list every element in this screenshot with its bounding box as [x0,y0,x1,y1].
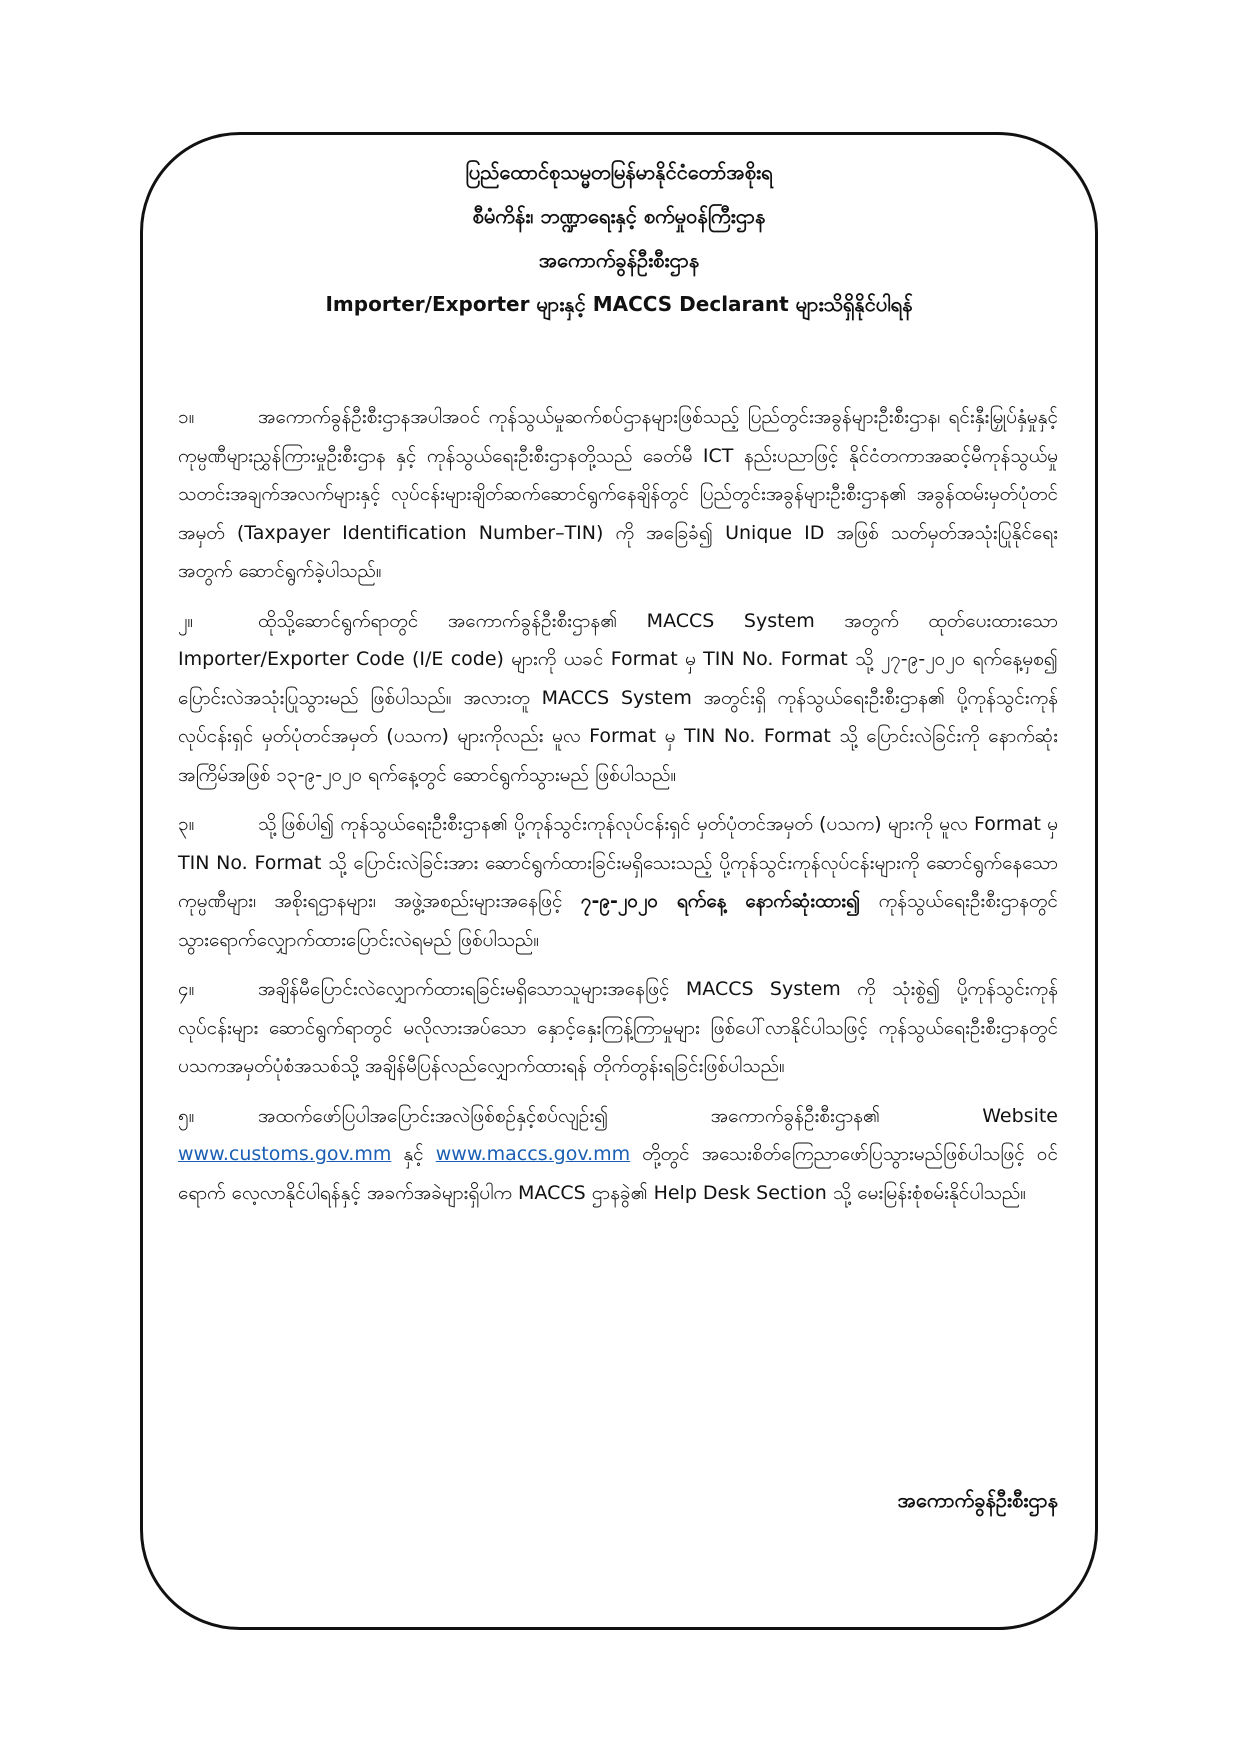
paragraph-5 [178,1097,1058,1213]
department-title: အကောက်ခွန်ဦးစီးဌာန [538,248,700,272]
deadline-text: ၇-၉-၂၀၂၀ ရက်နေ့ နောက်ဆုံးထား၍ [580,890,861,912]
maccs-website-link[interactable]: www.maccs.gov.mm [435,1143,631,1165]
paragraph-text: အကောက်ခွန်ဦးစီးဌာနအပါအဝင် ကုန်သွယ်မှုဆက်စပ်ဌာနများဖြစ်သည့် ပြည်တွင်းအခွန်များဦးစီးဌာန၊ ရင်းနှီးမြှုပ်နှံမှုနှင့်ကုမ္ပဏီများညွှန်ကြားမှုဦးစီးဌာန နှင့် ကုန်သွယ်ရေးဦးစီးဌာနတို့သည် ခေတ်မီ ICT နည်းပညာဖြင့် နိုင်ငံတကာအဆင့်မီကုန်သွယ်မှု သတင်းအချက်အလက်များနှင့် လုပ်ငန်းများချိတ်ဆက်ဆောင်ရွက်နေချိန်တွင် ပြည်တွင်းအခွန်များဦးစီးဌာန၏ အခွန်ထမ်းမှတ်ပုံတင်အမှတ် (Taxpayer Identification Number–TIN) ကို အခြေခံ၍ Unique ID အဖြစ် သတ်မှတ်အသုံးပြုနိုင်ရေးအတွက် ဆောင်ရွက်ခဲ့ပါသည်။ [178,406,1058,582]
document-header [140,150,1098,326]
paragraph-number: ၁။ [178,406,195,428]
government-title: ပြည်ထောင်စုသမ္မတမြန်မာနိုင်ငံတော်အစိုးရ [465,160,773,184]
paragraph-2 [178,602,1058,795]
paragraph-text: အထက်ဖော်ပြပါအပြောင်းအလဲဖြစ်စဉ်နှင့်စပ်လျဉ်း၍ အကောက်ခွန်ဦးစီးဌာန၏ Website [258,1104,1058,1127]
paragraph-1 [178,398,1058,591]
paragraph-text-continued: တို့တွင် အသေးစိတ်ကြေညာဖော်ပြသွားမည်ဖြစ်ပါသဖြင့် ဝင်ရောက် လေ့လာနိုင်ပါရန်နှင့် အခက်အခဲများရှိပါက MACCS ဌာနခွဲ၏ Help Desk Section သို့ မေးမြန်းစုံစမ်းနိုင်ပါသည်။ [178,1143,1059,1204]
customs-website-link[interactable]: www.customs.gov.mm [178,1143,392,1165]
paragraph-text: သို့ဖြစ်ပါ၍ ကုန်သွယ်ရေးဦးစီးဌာန၏ ပို့ကုန်သွင်းကုန်လုပ်ငန်းရှင် မှတ်ပုံတင်အမှတ် (ပသက) များကို မူလ Format မှ TIN No. Format သို့ ပြောင်းလဲခြင်းအား ဆောင်ရွက်ထားခြင်းမရှိသေးသည့် ပို့ကုန်သွင်းကုန်လုပ်ငန်းများကို ဆောင်ရွက်နေသော ကုမ္ပဏီများ၊ အစိုးရဌာနများ၊ အဖွဲ့အစည်းများအနေဖြင့် [178,813,1058,912]
paragraph-4 [178,970,1058,1086]
signature: အကောက်ခွန်ဦးစီးဌာန [897,1488,1058,1512]
paragraph-number: ၄။ [178,978,195,1000]
conjunction-text: နှင့် [403,1143,424,1165]
paragraph-number: ၂။ [178,609,194,632]
paragraph-number: ၅။ [178,1104,195,1127]
paragraph-3 [178,805,1058,959]
paragraph-text-continued: ကုန်သွယ်ရေးဦးစီးဌာနတွင် သွားရောက်လျှောက်ထားပြောင်းလဲရမည် ဖြစ်ပါသည်။ [178,890,1058,951]
paragraph-text: အချိန်မီပြောင်းလဲလျှောက်ထားရခြင်းမရှိသောသူများအနေဖြင့် MACCS System ကို သုံးစွဲ၍ ပို့ကုန်သွင်းကုန်လုပ်ငန်းများ ဆောင်ရွက်ရာတွင် မလိုလားအပ်သော နှောင့်နှေးကြန့်ကြာမှုများ ဖြစ်ပေါ်လာနိုင်ပါသဖြင့် ကုန်သွယ်ရေးဦးစီးဌာနတွင် ပသကအမှတ်ပုံစံအသစ်သို့ အချိန်မီပြန်လည်လျှောက်ထားရန် တိုက်တွန်းရခြင်းဖြစ်ပါသည်။ [178,978,1058,1077]
paragraph-number: ၃။ [178,813,195,835]
paragraph-text: ထိုသို့ဆောင်ရွက်ရာတွင် အကောက်ခွန်ဦးစီးဌာန၏ MACCS System အတွက် ထုတ်ပေးထားသော Importer/Exporter Code (I/E code) များကို ယခင် Format မှ TIN No. Format သို့ ၂၇-၉-၂၀၂၀ ရက်နေ့မှစ၍ ပြောင်းလဲအသုံးပြုသွားမည် ဖြစ်ပါသည်။ အလားတူ MACCS System အတွင်းရှိ ကုန်သွယ်ရေးဦးစီးဌာန၏ ပို့ကုန်သွင်းကုန်လုပ်ငန်းရှင် မှတ်ပုံတင်အမှတ် (ပသက) များကိုလည်း မူလ Format မှ TIN No. Format သို့ ပြောင်းလဲခြင်းကို နောက်ဆုံးအကြိမ်အဖြစ် ၁၃-၉-၂၀၂၀ ရက်နေ့တွင် ဆောင်ရွက်သွားမည် ဖြစ်ပါသည်။ [178,609,1058,786]
notice-subject: Importer/Exporter များနှင့် MACCS Declarant များသိရှိနိုင်ပါရန် [325,292,913,316]
document-body [178,398,1058,1223]
ministry-title: စီမံကိန်း၊ ဘဏ္ဍာရေးနှင့် စက်မှုဝန်ကြီးဌာန [472,204,766,228]
